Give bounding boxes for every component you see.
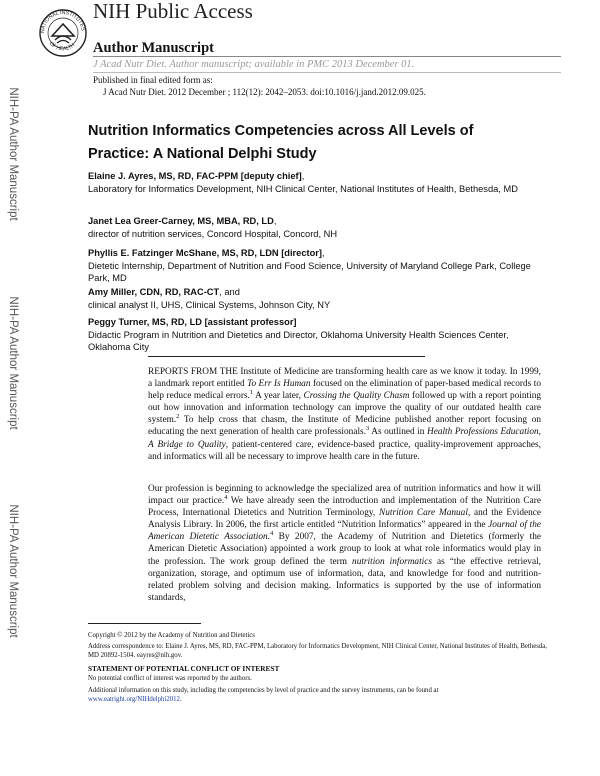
sidebar-label: NIH-PA Author Manuscript <box>7 503 19 638</box>
coi-text: No potential conflict of interest was reported by the authors. <box>88 675 252 682</box>
sidebar-label: NIH-PA Author Manuscript <box>7 295 19 430</box>
author-affiliation: Didactic Program in Nutrition and Dietetics and Director, Oklahoma University Health Sciences Center, Oklahoma City <box>88 329 509 352</box>
correspondence-note: Address correspondence to: Elaine J. Ayres, MS, RD, FAC-PPM, Laboratory for Informatics Development, NIH Clinical Center, National Institutes of Health, Bethesda, MD 20892-1504. eayres@nih.gov. <box>88 643 547 660</box>
section-divider <box>148 356 425 357</box>
header-subtitle: Author Manuscript <box>93 40 214 56</box>
ref-superscript: 2 <box>176 413 180 421</box>
logo-text-top: NATIONAL INSTITUTES <box>39 9 86 34</box>
published-label: Published in final edited form as: <box>93 75 213 85</box>
copyright-note: Copyright © 2012 by the Academy of Nutrition and Dietetics <box>88 632 255 639</box>
header-divider <box>93 56 561 57</box>
author-entry: Janet Lea Greer-Carney, MS, MBA, RD, LD, director of nutrition services, Concord Hospital, Concord, NH <box>88 216 338 239</box>
delphi-link[interactable]: www.eatright.org/NIHdelphi2012 <box>88 696 180 704</box>
header-journal-line: J Acad Nutr Diet. Author manuscript; available in PMC 2013 December 01. <box>93 59 415 70</box>
author-affiliation: Dietetic Internship, Department of Nutrition and Food Science, University of Maryland College Park, College Park, MD <box>88 260 531 283</box>
logo-text-bottom: OF HEALTH <box>47 40 77 53</box>
author-name: Amy Miller, CDN, RD, RAC-CT <box>88 287 220 297</box>
body-paragraph: REPORTS FROM THE Institute of Medicine are transforming health care as we know it today. In 1999, a landmark report entitled To Err Is Human focused on the elimination of paper-based medical records to help reduce medical errors.$^1$ A year later, Crossing the Quality Chasm followed up with a report pointing out how innovation and information technology can improve the quality of our outdated health care system.$^2$ To help cross that chasm, the Institute of Medicine published another report focusing on educating the next generation of health care professionals.$^3$ As outlined in Health Professions Education, A Bridge to Quality, patient-centered care, evidence-based practice, quality-improvement approaches, and informatics will all be necessary to improve health care in the future. <box>148 367 541 462</box>
citation: J Acad Nutr Diet. 2012 December ; 112(12): 2042–2053. doi:10.1016/j.jand.2012.09.025. <box>103 87 426 97</box>
ref-superscript: 4 <box>224 494 228 501</box>
author-entry: Amy Miller, CDN, RD, RAC-CT, and clinical analyst II, UHS, Clinical Systems, Johnson City, NY <box>88 287 331 310</box>
header-divider-lower <box>93 72 561 73</box>
header-title: NIH Public Access <box>93 0 253 23</box>
author-affiliation: clinical analyst II, UHS, Clinical Systems, Johnson City, NY <box>88 299 331 310</box>
author-name: Phyllis E. Fatzinger McShane, MS, RD, LDN [director] <box>88 248 323 258</box>
author-entry: Phyllis E. Fatzinger McShane, MS, RD, LDN [director], Dietetic Internship, Department of Nutrition and Food Science, University of Maryland College Park, College Park, MD <box>88 248 531 283</box>
author-entry <box>88 316 543 354</box>
body-paragraph: Our profession is beginning to acknowledge the specialized area of nutrition informatics and how it will impact our practice.$^4$ We have already seen the introduction and implementation of the Nutrition Care Process, International Dietetics and Nutrition Terminology, Nutrition Care Manual, and the Evidence Analysis Library. In 2006, the first article entitled “Nutrition Informatics” appeared in the Journal of the American Dietetic Association.$^4$ By 2007, the Academy of Nutrition and Dietetics (formerly the American Dietetic Association) appointed a work group to look at what role informatics would play in the profession. The work group defined the term nutrition informatics as “the effective retrieval, organization, storage, and optimum use of information, data, and knowledge for food and nutrition-related problem solving and decision making. Informatics is supported by the use of information standards, <box>148 484 541 603</box>
ref-superscript: 3 <box>365 425 370 433</box>
ref-superscript: 4 <box>269 530 274 538</box>
ref-superscript: 1 <box>249 389 254 397</box>
nih-logo <box>38 2 88 64</box>
sidebar-label: NIH-PA Author Manuscript <box>7 86 19 221</box>
author-name: Peggy Turner, MS, RD, LD [assistant professor] <box>88 317 297 327</box>
article-title: Nutrition Informatics Competencies across All Levels of Practice: A National Delphi Study <box>88 123 474 162</box>
author-name: Elaine J. Ayres, MS, RD, FAC-PPM [deputy chief] <box>88 171 302 181</box>
additional-info-note: Additional information on this study, including the competencies by level of practice and the survey instruments, can be found at www.eatright.org/NIHdelphi2012. <box>88 687 439 704</box>
author-entry: Elaine J. Ayres, MS, RD, FAC-PPM [deputy chief], Laboratory for Informatics Development, NIH Clinical Center, National Institutes of Health, Bethesda, MD <box>88 171 518 194</box>
footnote-divider <box>88 623 201 624</box>
author-name: Janet Lea Greer-Carney, MS, MBA, RD, LD <box>88 216 274 226</box>
author-affiliation: Laboratory for Informatics Development, NIH Clinical Center, National Institutes of Health, Bethesda, MD <box>88 183 518 194</box>
coi-heading: STATEMENT OF POTENTIAL CONFLICT OF INTEREST <box>88 664 280 673</box>
author-affiliation: director of nutrition services, Concord Hospital, Concord, NH <box>88 228 338 239</box>
